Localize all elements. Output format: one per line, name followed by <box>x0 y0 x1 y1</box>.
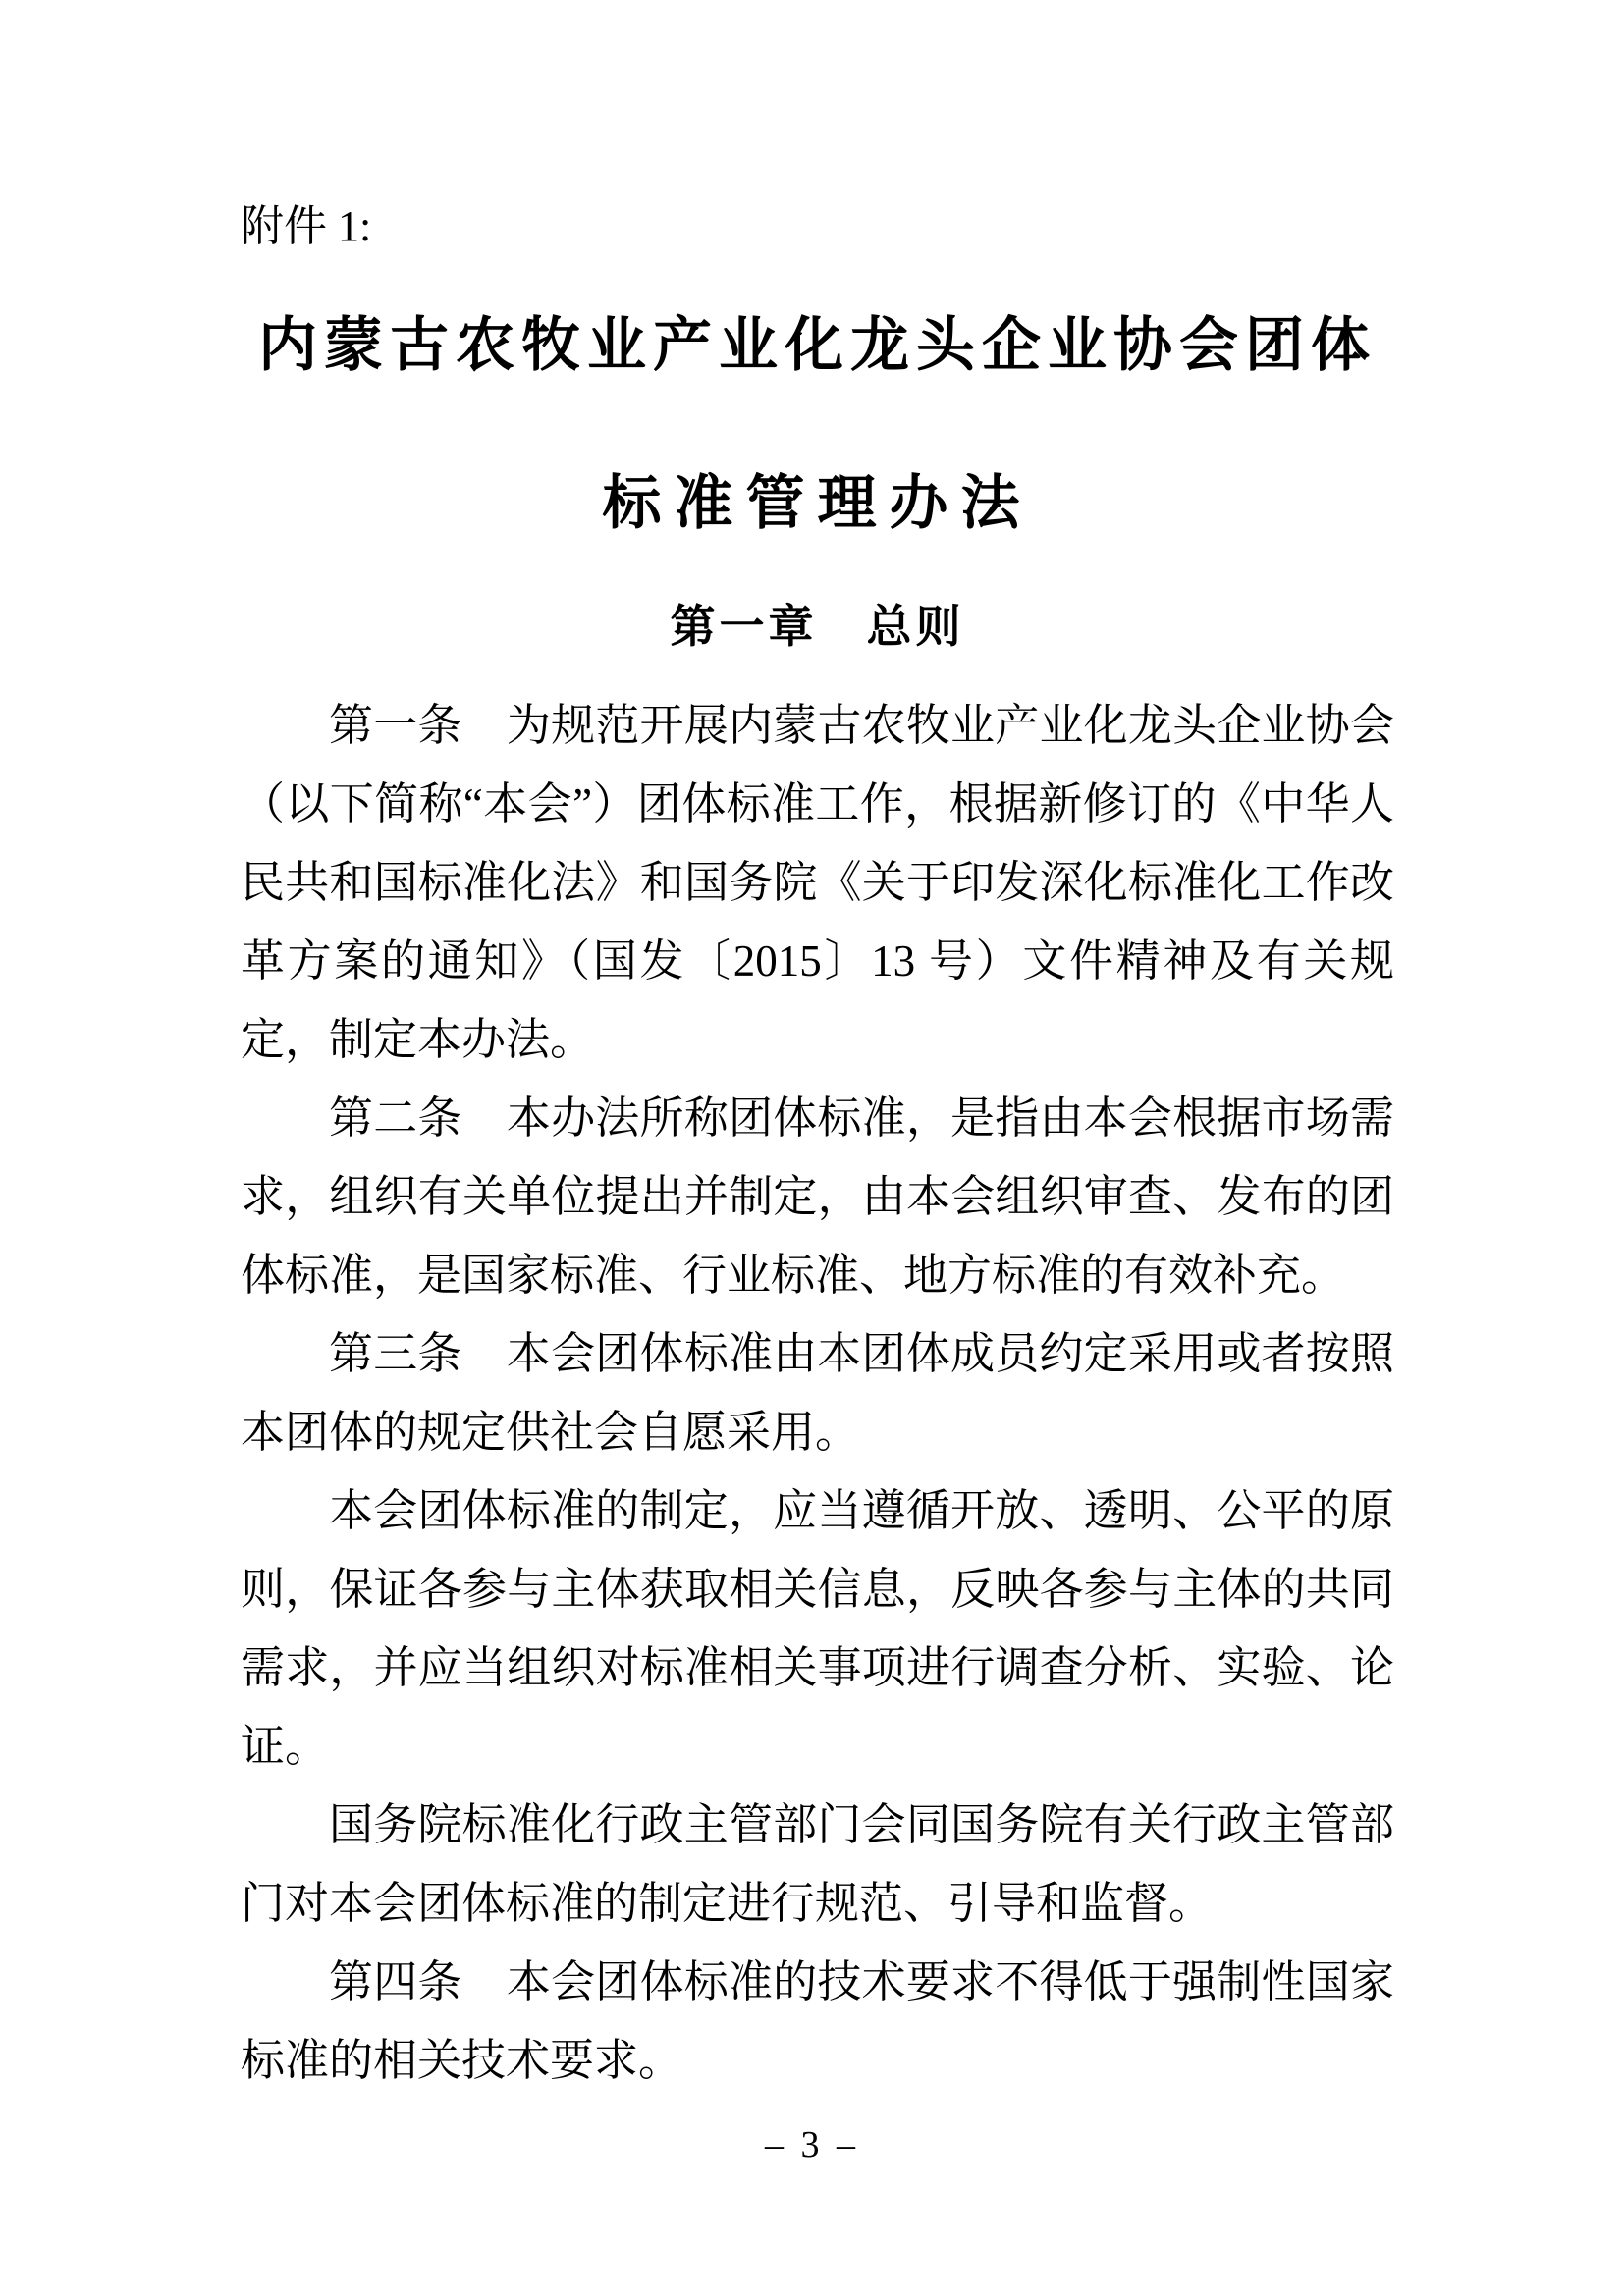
document-title-line-1: 内蒙古农牧业产业化龙头企业协会团体 <box>258 312 1377 378</box>
page-number: – 3 – <box>765 2124 859 2165</box>
chapter-heading: 第一章 总则 <box>670 600 965 652</box>
body-paragraph-article-3-clause-3: 国务院标准化行政主管部门会同国务院有关行政主管部门对本会团体标准的制定进行规范、引导和监督。 <box>241 1799 1394 1928</box>
document-body <box>241 686 1394 2100</box>
document-title-line-2: 标准管理办法 <box>602 470 1033 536</box>
body-paragraph-article-4: 第四条 本会团体标准的技术要求不得低于强制性国家标准的相关技术要求。 <box>241 1956 1394 2085</box>
body-paragraph-article-3: 第三条 本会团体标准由本团体成员约定采用或者按照本团体的规定供社会自愿采用。 <box>241 1328 1394 1457</box>
attachment-label: 附件 1: <box>241 202 372 250</box>
body-paragraph-article-2: 第二条 本办法所称团体标准，是指由本会根据市场需求，组织有关单位提出并制定，由本会组织审查、发布的团体标准，是国家标准、行业标准、地方标准的有效补充。 <box>241 1093 1394 1300</box>
body-paragraph-article-1: 第一条 为规范开展内蒙古农牧业产业化龙头企业协会（以下简称“本会”）团体标准工作，根据新修订的《中华人民共和国标准化法》和国务院《关于印发深化标准化工作改革方案的通知》（国发〔2015〕13 号）文件精神及有关规定，制定本办法。 <box>241 700 1394 1064</box>
body-paragraph-article-3-clause-2: 本会团体标准的制定，应当遵循开放、透明、公平的原则，保证各参与主体获取相关信息，反映各参与主体的共同需求，并应当组织对标准相关事项进行调查分析、实验、论证。 <box>241 1485 1394 1771</box>
